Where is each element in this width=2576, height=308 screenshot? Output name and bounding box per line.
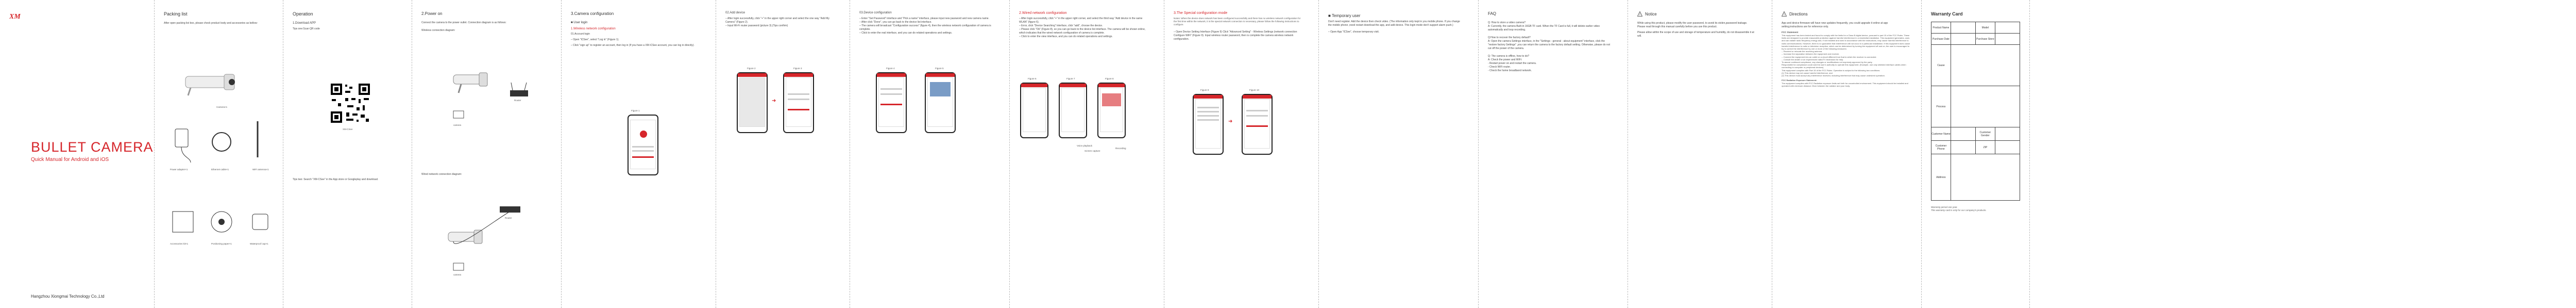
wireless-config-title: 1.Wireless network configuration — [571, 27, 616, 30]
bullet-icon: ■ — [1328, 13, 1331, 18]
arrow-right-icon: ➜ — [772, 98, 776, 104]
special-config-text: – Open Device Setting Interface (Figure 9) Click "Advanced Setting" - Wireless Settings (network connection Configure WiFi" (Figure 9). Input wireless router password, then is complete the camera wireless network configuration. — [1174, 30, 1297, 41]
figure-3-label: Figure 3 — [793, 67, 802, 70]
account-login-b: – Click "sign up" to register an account, then log in (If you have a XM iCSee account, you can log in directly). — [571, 44, 694, 47]
temp-user-title: Temporary user — [1331, 13, 1361, 18]
directions-heading — [1782, 11, 1912, 17]
figure-5-label: Figure 5 — [935, 67, 944, 70]
notice-title: Notice — [1645, 11, 1657, 17]
faq-panel — [1479, 0, 1628, 308]
packing-title: Packing list — [164, 11, 188, 17]
figure-1-label: Figure 1 — [631, 109, 640, 112]
faq-item-2: Q:How to recover the factory default? A: Open the camera Settings interface, in the "Settings - general - about equipment" interface, click the "restore factory Settings" ,you can return the camera to the factory default setting. Otherwise, please do not cut off the power of the camera. — [1488, 36, 1611, 50]
fcc-text: This equipment has been tested and found to comply with the limits for a Class B digital device, pursuant to part 15 of the FCC Rules. These limits are designed to provide reasonable protection against harmful interference in a residential installation. This equipment generates, uses and can radiate radio frequency energy and, if not installed and used in accordance with the instructions, may cause harmful interference to radio communications. However, there is no guarantee that interference will not occur in a particular installation. If this equipment does cause harmful interference to radio or television reception, which can be determined by turning the equipment off and on, the user is encouraged to try to correct the interference by one or more of the following measures: -- Reorient or relocate the receiving antenna. -- Increase the separation between the equipment and receiver. -- Connect the equipment into an outlet on a circuit different from that to which the receiver is connected. -- Consult the dealer or an experienced radio/TV technician for help. To assure continued compliance, any changes or modifications not expressly approved by the party. Responsible for compliance could void the user's authority to operate this equipment. (Example- use only shielded interface cables when connecting to computer or peripheral devices). This equipment complies with Part 15 of the FCC Rules. Operation is subject to the following two conditions: (1) This device may not cause harmful interference, and (2) This device must accept any interference received, including interference that may cause undesired operation. — [1782, 34, 1910, 77]
xm-logo — [9, 12, 25, 22]
warranty-title: Warranty Card — [1931, 11, 1963, 17]
wireless-diagram-label: Wireless connection diagram: — [421, 29, 455, 32]
phone-screen — [1023, 88, 1046, 132]
camera-label-1: camera — [453, 124, 462, 126]
camera-label-2: camera — [453, 273, 462, 276]
wired-panel — [1010, 0, 1164, 308]
phone-screen — [739, 77, 765, 127]
warranty-cell[interactable] — [1951, 34, 1975, 45]
app-header — [1060, 84, 1086, 87]
camera-thumbnail — [930, 82, 951, 96]
accessories-row-image — [170, 121, 273, 168]
warranty-panel — [1922, 0, 2030, 308]
warning-icon — [1782, 11, 1787, 17]
wired-config-title: 2.Wired network configuration — [1019, 11, 1067, 15]
blank-margin — [2030, 0, 2576, 308]
cover-subtitle: Quick Manual for Android and iOS — [31, 157, 109, 163]
company-name: Hangzhou Xiongmai Technology Co.,Ltd — [31, 294, 105, 299]
directions-intro: App and device firmware will have new updates frequently, you could upgrade it online at app setting,instructions are for reference only. — [1782, 22, 1888, 28]
figure-2-phone — [737, 72, 768, 133]
fcc-title: FCC Statement — [1782, 31, 1799, 34]
camera-image — [175, 67, 242, 98]
warranty-cell: Purchase Date — [1931, 34, 1951, 45]
warranty-cell: Customer Gender — [1975, 127, 1995, 141]
packing-item-cap: Waterproof cap×1 — [250, 242, 268, 245]
table-row — [1931, 86, 2020, 127]
phone-screen — [1195, 99, 1221, 149]
add-device-step: 02.Add device — [725, 11, 745, 14]
notice-text: While using this product, please modify the user password, to avoid its stolen,password leakage. Please read through this manual carefully before you use this product. — [1637, 22, 1748, 28]
add-device-text: – After login successfully, click "+" in the upper right corner and select the one way "Add My Camera" (Figure 2). – Input Wi-Fi router password (picture 3).(Tips confirm) — [725, 17, 829, 27]
operation-title: Operation — [293, 11, 313, 17]
app-header — [877, 73, 906, 77]
router-label-1: Router — [514, 99, 521, 102]
phone-screen — [927, 77, 953, 127]
bullet-icon: ■ — [571, 21, 573, 24]
accessories-kit-image — [170, 206, 273, 237]
download-step: 1.Download APP — [293, 22, 316, 25]
warranty-cell[interactable] — [1995, 34, 2020, 45]
app-header — [1098, 84, 1125, 87]
phone-screen — [1244, 99, 1270, 149]
packing-intro: After open packing list box, please check product body and accessories as bellow: — [164, 22, 258, 25]
temp-user-bullet: – Open App "iCSee", choose temporary visit. — [1328, 30, 1380, 34]
table-row — [1931, 127, 2020, 141]
recording-label: Recording — [1115, 147, 1126, 150]
temp-panel — [1319, 0, 1479, 308]
live-view — [1102, 93, 1121, 106]
qr-label: XM-CSee — [343, 128, 353, 131]
notice-text-2: Please allow within the scope of use and storage of temperature and humidity, do not disassemble it at will. — [1637, 31, 1754, 38]
app-header — [1021, 84, 1047, 87]
app-header — [1194, 95, 1223, 99]
faq-title: FAQ — [1488, 11, 1497, 16]
warranty-cell: Model — [1975, 22, 1995, 34]
special-config-title: 3.The Special configuration mode — [1174, 11, 1228, 15]
faq-item-3: Q: The camera is offline, how to do? A: Check the power and WiFi: - Restart power on and restart the camera. - Check WiFi router. - Check the home broadband network. — [1488, 55, 1537, 72]
camconfig-title: 3.Camera configuration — [571, 11, 614, 16]
warranty-cell[interactable] — [1995, 22, 2020, 34]
table-row — [1931, 34, 2020, 45]
router-label-2: Router — [505, 217, 512, 219]
warranty-cell[interactable] — [1951, 154, 2020, 201]
directions-title: Directions — [1789, 11, 1808, 17]
figure-7-label: Figure 7 — [1066, 77, 1075, 80]
app-header — [784, 73, 813, 77]
phone-screen — [630, 120, 656, 169]
table-row — [1931, 154, 2020, 201]
xm-logo-icon — [9, 12, 25, 20]
temp-user-text: Don't need register. Add the device then check video. (The information only kept in you mobile phone. If you change the mobile phone ,need restart download the app, and add device. This login mode don't support alarm push.) — [1328, 20, 1460, 27]
warranty-cell: Cause — [1931, 45, 1951, 86]
warranty-cell[interactable] — [1951, 127, 1975, 141]
screen-capture-label: Screen capture — [1084, 150, 1100, 152]
qr-code-icon — [330, 83, 371, 124]
phone-screen — [786, 77, 811, 127]
phone-screen — [878, 77, 904, 127]
warranty-cell[interactable] — [1951, 22, 1975, 34]
device-config-text: – Enter "Set Password" interface and "Pick a name" interface, please input new password and new camera name. – After click "Done", you can go back to the device list interface. – The camera will broadcast "Configuration success" (figure 4), then the wireless network configuration of camera is complete. – Click to enter the real interface, and you can do related operations and settings. — [859, 17, 991, 35]
power-title: 2.Power on — [421, 11, 443, 16]
notice-heading — [1637, 11, 1762, 17]
wired-diagram — [422, 186, 546, 279]
adddevice-panel — [716, 0, 850, 308]
warning-icon — [1637, 11, 1642, 17]
figure-3-phone — [783, 72, 814, 133]
temp-user-heading — [1328, 13, 1469, 18]
directions-panel — [1772, 0, 1922, 308]
power-text: Connect the camera to the power outlet. Connection diagram is as follows: — [421, 21, 506, 24]
packing-panel — [155, 0, 283, 308]
warranty-cell: Purchase Store — [1975, 34, 1995, 45]
packing-item-ethernet: Ethernet cable×1 — [211, 168, 229, 171]
svg-text:!: ! — [1639, 13, 1640, 17]
warranty-cell: Process — [1931, 86, 1951, 127]
figure-5-phone — [925, 72, 956, 133]
figure-8-phone — [1097, 83, 1126, 138]
figure-4-label: Figure 4 — [886, 67, 895, 70]
svg-text:XM: XM — [9, 13, 21, 20]
svg-text:!: ! — [1784, 13, 1785, 17]
devconfig-panel — [850, 0, 1010, 308]
packing-item-antenna: WiFi antenna×1 — [252, 168, 269, 171]
warranty-cell[interactable] — [1995, 127, 2020, 141]
figure-9-label: Figure 9 — [1200, 89, 1209, 91]
app-logo-icon — [640, 131, 647, 138]
table-row — [1931, 22, 2020, 34]
warranty-cell: Product Name — [1931, 22, 1951, 34]
figure-2-label: Figure 2 — [747, 67, 756, 70]
operation-panel — [283, 0, 412, 308]
app-header — [738, 73, 767, 77]
rf-title: FCC Radiation Exposure Statement: — [1782, 79, 1817, 82]
packing-item-camera: Camera×1 — [216, 106, 228, 108]
special-panel — [1164, 0, 1319, 308]
faq-item-1: Q: How to store a video camera? A: Currently, the camera Built-in 16GB TF card. When the TF Card is full, it will delete earlier video automatically and loop recording. — [1488, 21, 1600, 31]
figure-10-label: Figure 10 — [1249, 89, 1260, 91]
warranty-cell[interactable] — [1995, 141, 2020, 154]
qr-tip: Tips one:Scan QR code — [293, 27, 320, 30]
user-login-heading — [571, 21, 706, 24]
table-row — [1931, 141, 2020, 154]
warranty-cell: ZIP — [1975, 141, 1995, 154]
figure-1-phone — [628, 115, 658, 175]
phone-screen — [1061, 88, 1084, 132]
figure-6-label: Figure 6 — [1028, 77, 1037, 80]
warranty-cell: Customer Name — [1931, 127, 1951, 141]
packing-item-positioning: Positioning paper×1 — [211, 242, 232, 245]
arrow-right-icon: ➜ — [1228, 119, 1233, 124]
search-tip: Tips two: Search "XM-CSee" in the App store or Googleplay and download. — [293, 178, 379, 181]
app-header — [926, 73, 955, 77]
table-row — [1931, 45, 2020, 86]
warranty-cell[interactable] — [1951, 141, 1975, 154]
cover-title: BULLET CAMERA — [31, 139, 154, 155]
figure-7-phone — [1059, 83, 1087, 138]
figure-4-phone — [876, 72, 907, 133]
user-login-text: User login — [573, 21, 588, 24]
figure-6-phone — [1020, 83, 1048, 138]
warranty-cell: Customer Phone — [1931, 141, 1951, 154]
phone-screen — [1100, 88, 1123, 132]
wireless-diagram — [422, 44, 546, 132]
account-login-step: 01.Account login — [571, 33, 590, 36]
figure-8-label: Figure 8 — [1105, 77, 1114, 80]
figure-9-phone — [1193, 94, 1224, 155]
warranty-cell[interactable] — [1951, 86, 2020, 127]
packing-item-kit: Accessories kit×1 — [170, 242, 189, 245]
notice-panel — [1628, 0, 1772, 308]
rf-text: The equipment complies with FCC Radiation exposure limits set forth for uncontrolled environment. This equipment should be installed and operated with minimum distance 20cm between the radiator and your body. — [1782, 82, 1908, 88]
special-config-note: Notes: When the device does network has been configured successfully and there has no wireless network configuration for the first time within the network, it is the special network connection is necessary, please follow the following instructions to configure. — [1174, 17, 1301, 26]
wired-diagram-label: Wired network connection diagram: — [421, 173, 462, 176]
voice-playback-label: Voice playback — [1077, 144, 1093, 147]
account-login-a: – Open "iCSee", select "Log in" (Figure 1). — [571, 38, 619, 41]
warranty-footer: Warranty period one year. This warranty card is only for our company's products. — [1931, 206, 1987, 212]
figure-10-phone — [1242, 94, 1273, 155]
warranty-cell[interactable] — [1951, 45, 2020, 86]
power-panel — [412, 0, 562, 308]
cover-panel — [0, 0, 155, 308]
device-config-step: 03.Device configuration — [859, 11, 892, 14]
app-header — [1243, 95, 1272, 99]
wired-config-text: – After login successfully, click "+" in the upper right corner, and select the third way "Add device in the same WLAN" (figure 6). – Error, click "Device Searching" interface, click "add", choose the device. – Please click "Ok" (Figure 8), so you can go back to the device list interface. The camera will be shown online, which indicates that the wired network configuration of camera is complete. – Click to enter the view interface, and you can do related operations and settings. — [1019, 17, 1146, 38]
warranty-cell: Address — [1931, 154, 1951, 201]
warranty-table — [1931, 22, 2020, 201]
packing-item-adapter: Power adapter×1 — [170, 168, 188, 171]
camconfig-panel — [562, 0, 716, 308]
